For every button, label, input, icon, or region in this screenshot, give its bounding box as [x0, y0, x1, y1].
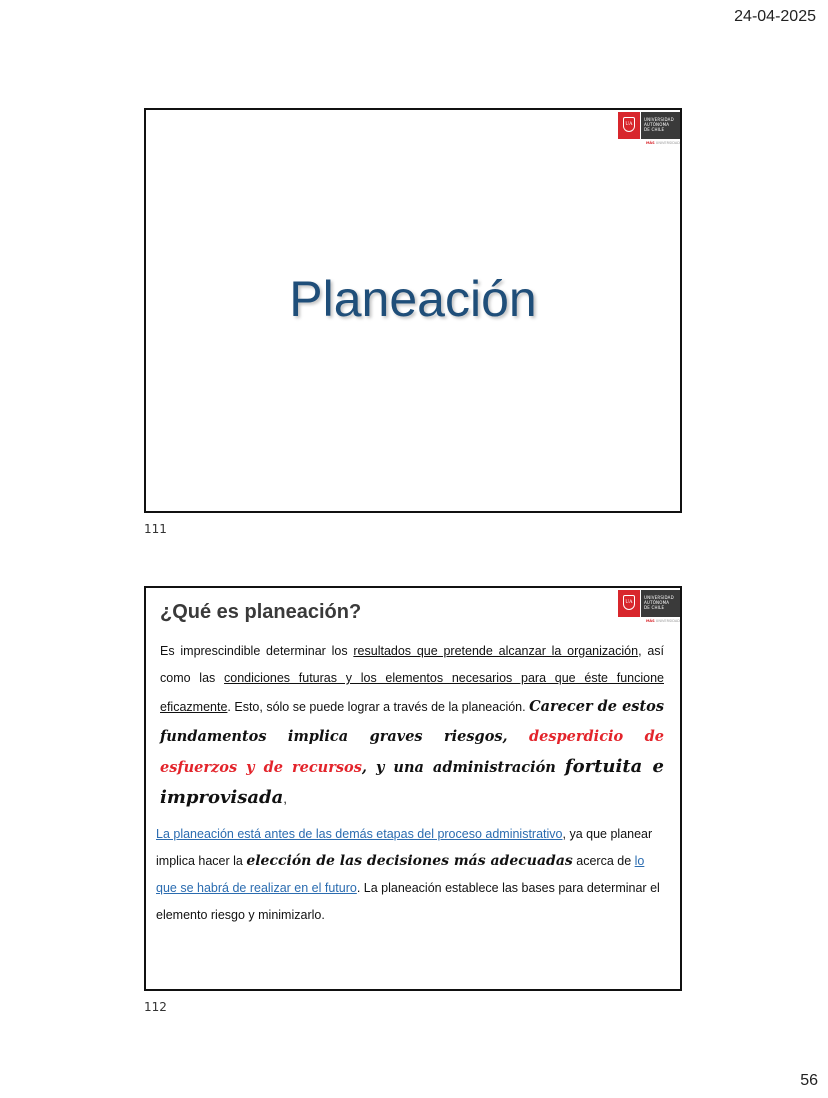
shield-emblem-icon: UA: [623, 595, 635, 610]
slide-111: [144, 108, 682, 513]
slide-112: [144, 586, 682, 991]
slide-number: 112: [144, 1000, 167, 1014]
link-planeacion-etapas[interactable]: La planeación está antes de las demás etapas del proceso administrativo: [156, 827, 563, 841]
slide-title: ¿Qué es planeación?: [160, 601, 362, 623]
paragraph-1: Es imprescindible determinar los resultados que pretende alcanzar la organización, así como las condiciones futuras y los elementos necesarios para que éste funcione eficazmente. Esto, sólo se puede lograr a través de la planeación. Carecer de estos fundamentos implica graves riesgos, desperdicio de esfuerzos y de recursos, y una administración fortuita e improvisada,: [160, 644, 664, 808]
slide-title: Planeación: [289, 271, 537, 327]
page-number: 56: [800, 1072, 818, 1089]
university-logo: UA UNIVERSIDAD AUTÓNOMA DE CHILE MÁS UNIVERSIDAD: [618, 112, 680, 148]
slide-number: 111: [144, 522, 167, 536]
shield-emblem-icon: UA: [623, 117, 635, 132]
page-date: 24-04-2025: [734, 8, 816, 25]
university-logo: UA UNIVERSIDAD AUTÓNOMA DE CHILE MÁS UNIVERSIDAD: [618, 590, 680, 626]
paragraph-2: La planeación está antes de las demás etapas del proceso administrativo, ya que planear implica hacer la elección de las decisiones más adecuadas acerca de lo que se habrá de realizar en el futuro. La planeación establece las bases para determinar el elemento riesgo y minimizarlo.: [156, 827, 660, 922]
link-futuro[interactable]: lo que se habrá de realizar en el futuro: [156, 854, 645, 895]
